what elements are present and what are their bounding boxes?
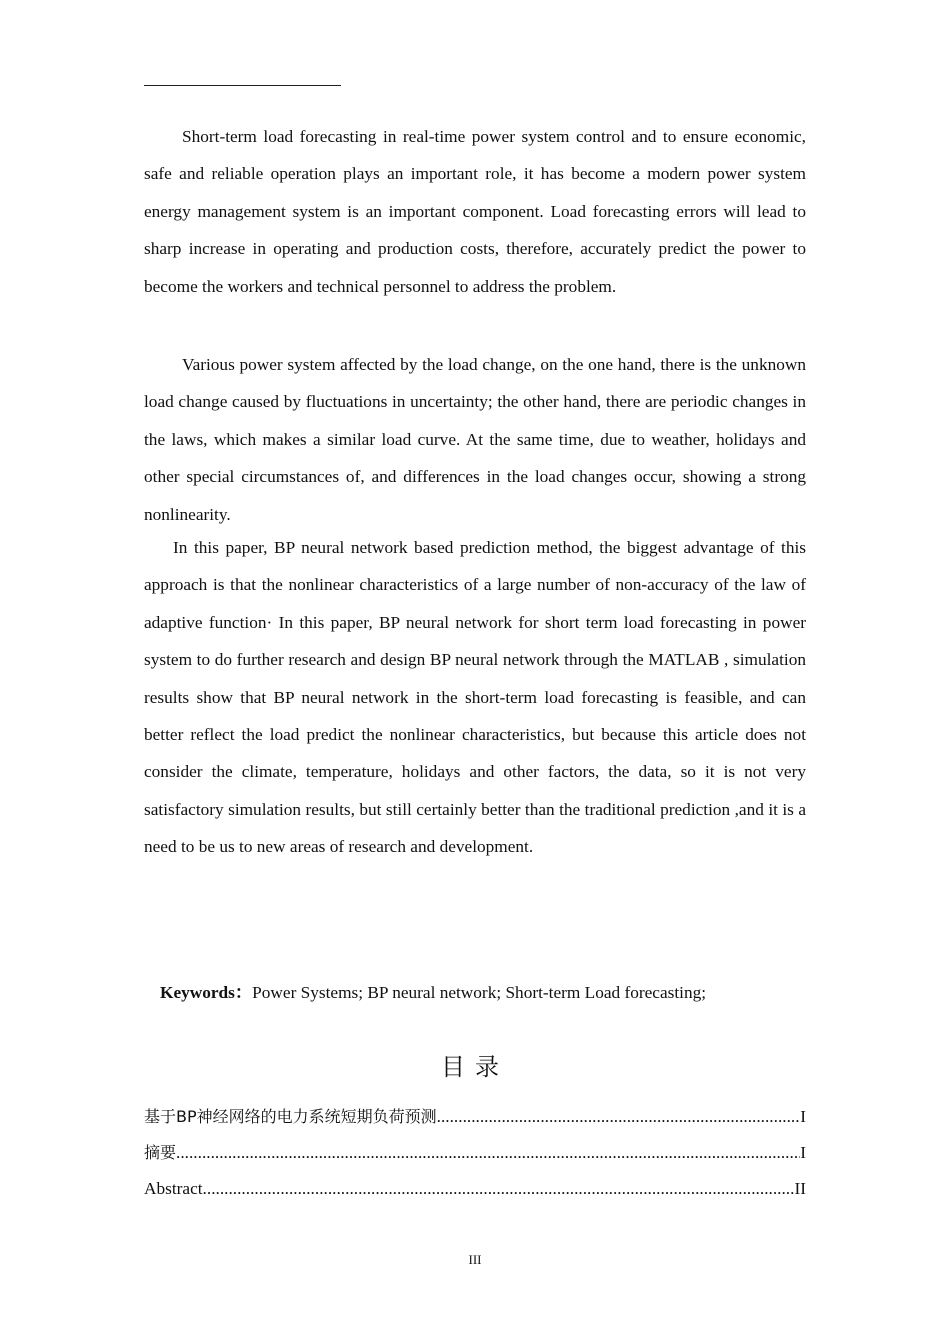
abstract-paragraph-2: Various power system affected by the load change, on the one hand, there is the unknown load change caused by fluctuations in uncertainty; the other hand, there are periodic changes in the laws, which makes a similar load curve. At the same time, due to weather, holidays and other special circumstances of, and differences in the load changes occur, showing a strong nonlinearity. [144, 355, 806, 524]
toc-entry-page: I [800, 1107, 806, 1126]
toc-entry-label: 基于BP神经网络的电力系统短期负荷预测 [144, 1107, 437, 1126]
keywords-label: Keywords： [160, 983, 253, 1002]
toc-entry-page: I [800, 1143, 806, 1162]
toc-entry[interactable] [144, 1171, 806, 1207]
toc-entry[interactable] [144, 1135, 806, 1171]
toc-leader-dots [176, 1135, 800, 1171]
toc-entry-label: Abstract [144, 1179, 203, 1198]
footnote-separator-line [144, 85, 341, 86]
toc-leader-dots [437, 1099, 801, 1135]
keywords-text: Power Systems; BP neural network; Short-term Load forecasting; [252, 983, 707, 1002]
toc-title: 目录 [441, 1053, 509, 1081]
toc-entry[interactable] [144, 1099, 806, 1135]
keywords-line [160, 980, 706, 1006]
abstract-paragraph-3: In this paper, BP neural network based prediction method, the biggest advantage of this approach is that the nonlinear characteristics of a large number of non-accuracy of the law of adaptive function· In this paper, BP neural network for short term load forecasting in power system to do further research and design BP neural network through the MATLAB , simulation results show that BP neural network in the short-term load forecasting is feasible, and can better reflect the load predict the nonlinear characteristics, but because this article does not consider the climate, temperature, holidays and other factors, the data, so it is not very satisfactory simulation results, but still certainly better than the traditional prediction ,and it is a need to be us to new areas of research and development. [144, 538, 806, 857]
page-number: III [468, 1252, 482, 1267]
abstract-paragraph-1: Short-term load forecasting in real-time power system control and to ensure economic, safe and reliable operation plays an important role, it has become a modern power system energy management system is an important component. Load forecasting errors will lead to sharp increase in operating and production costs, therefore, accurately predict the power to become the workers and technical personnel to address the problem. [144, 127, 806, 296]
toc-entry-page: II [794, 1179, 806, 1198]
table-of-contents [144, 1099, 806, 1207]
toc-leader-dots [203, 1171, 795, 1207]
toc-entry-label: 摘要 [144, 1143, 177, 1162]
